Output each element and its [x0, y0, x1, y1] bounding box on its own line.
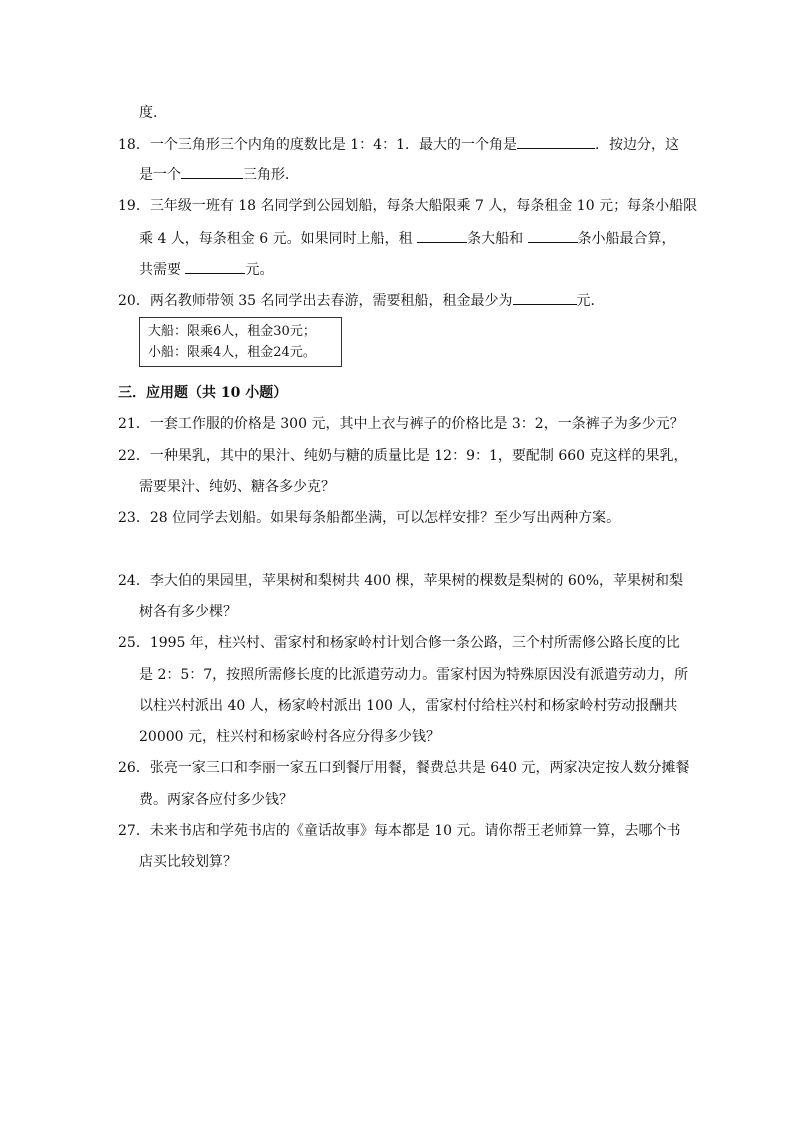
question-text: 一种果乳，其中的果汁、纯奶与糖的质量比是 12：9：1，要配制 660 克这样的果乳，: [149, 448, 688, 464]
question-text: 共需要: [139, 262, 186, 278]
question-text: 28 位同学去划船。如果每条船都坐满，可以怎样安排？至少写出两种方案。: [149, 510, 621, 526]
question-text: 1995 年，柱兴村、雷家村和杨家岭村计划合修一条公路，三个村所需修公路长度的比: [149, 635, 680, 651]
question-text: ．按边分，这: [595, 137, 679, 153]
answer-blank[interactable]: [517, 134, 595, 149]
question-number: 25．: [118, 635, 150, 651]
question-number: 19．: [118, 198, 150, 214]
question-24-line2: 树各有多少棵？: [139, 604, 237, 620]
question-19-line1: [118, 196, 697, 216]
box-line-large-boat: 大船：限乘6人，租金30元；: [148, 324, 316, 339]
question-17-tail: 度．: [139, 105, 167, 121]
question-number: 26．: [118, 760, 150, 776]
question-number: 23．: [118, 510, 150, 526]
box-line-small-boat: 小船：限乘4人，租金24元。: [148, 345, 316, 360]
question-19-line3: [139, 259, 273, 280]
answer-blank[interactable]: [513, 290, 577, 305]
question-text: 未来书店和学苑书店的《童话故事》每本都是 10 元。请你帮王老师算一算，去哪个书: [149, 823, 681, 839]
question-22-line1: [118, 446, 688, 466]
question-text: 一个三角形三个内角的度数比是 1：4：1．最大的一个角是: [149, 137, 517, 153]
question-number: 22．: [118, 448, 150, 464]
question-text: 条小船最合算，: [577, 231, 676, 247]
question-text: 张亮一家三口和李丽一家五口到餐厅用餐，餐费总共是 640 元，两家决定按人数分摊餐: [149, 760, 690, 776]
answer-blank[interactable]: [181, 164, 243, 179]
question-number: 27．: [118, 823, 150, 839]
question-26-line1: [118, 758, 689, 778]
question-23: [118, 508, 620, 528]
question-21: [118, 414, 684, 434]
question-22-line2: 需要果汁、纯奶、糖各多少克？: [139, 479, 335, 495]
question-number: 24．: [118, 573, 150, 589]
answer-blank[interactable]: [528, 228, 578, 243]
boat-rental-box: [139, 317, 342, 367]
question-26-line2: 费。两家各应付多少钱？: [139, 792, 293, 808]
answer-blank[interactable]: [417, 228, 467, 243]
question-20-line1: [118, 290, 605, 311]
question-25-line3: 以柱兴村派出 40 人，杨家岭村派出 100 人，雷家村付给柱兴村和杨家岭村劳动报酬共: [139, 698, 678, 714]
question-text: 乘 4 人，每条租金 6 元。如果同时上船，租: [139, 231, 418, 247]
question-27-line1: [118, 821, 681, 841]
question-text: 条大船和: [467, 231, 528, 247]
question-text: 三年级一班有 18 名同学到公园划船，每条大船限乘 7 人，每条租金 10 元；每条小船限: [149, 198, 698, 214]
section-heading: 三．应用题（共 10 小题）: [118, 385, 288, 401]
question-25-line1: [118, 633, 680, 653]
question-text: 三角形．: [243, 167, 299, 183]
question-25-line4: 20000 元，柱兴村和杨家岭村各应分得多少钱？: [139, 729, 440, 745]
answer-blank[interactable]: [185, 259, 245, 274]
question-number: 21．: [118, 416, 150, 432]
question-18-line1: [118, 134, 679, 155]
question-18-line2: [139, 164, 299, 185]
question-24-line1: [118, 571, 683, 591]
question-27-line2: 店买比较划算？: [139, 854, 237, 870]
question-text: 元。: [245, 262, 274, 278]
question-number: 20．: [118, 293, 150, 309]
question-text: 李大伯的果园里，苹果树和梨树共 400 棵，苹果树的棵数是梨树的 60%，苹果树和梨: [149, 573, 684, 589]
question-25-line2: 是 2：5：7，按照所需修长度的比派遣劳动力。雷家村因为特殊原因没有派遣劳动力，所: [139, 667, 689, 683]
question-number: 18．: [118, 137, 150, 153]
question-text: 是一个: [139, 167, 181, 183]
question-text: 元．: [576, 293, 605, 309]
question-19-line2: [139, 228, 676, 249]
question-text: 一套工作服的价格是 300 元，其中上衣与裤子的价格比是 3：2，一条裤子为多少元？: [149, 416, 684, 432]
question-text: 两名教师带领 35 名同学出去春游，需要租船，租金最少为: [149, 293, 513, 309]
